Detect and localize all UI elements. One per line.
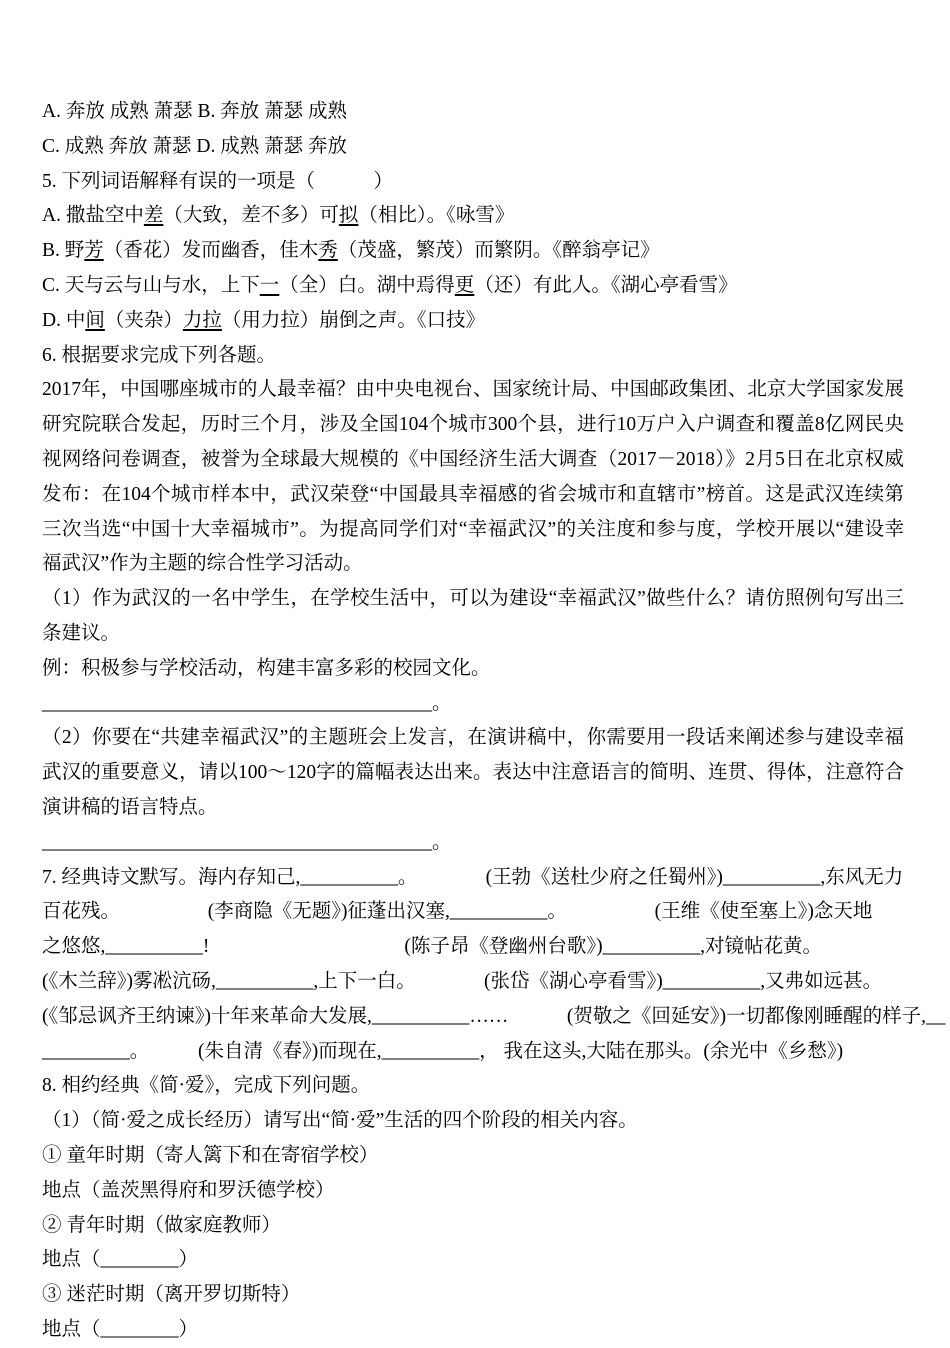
q7-dictation-line-1 [42, 861, 904, 896]
underlined-term: 间 [85, 309, 105, 331]
underlined-term: 差 [143, 205, 164, 227]
text-run: ① 童年时期（寄人篱下和在寄宿学校） [42, 1144, 379, 1166]
text-run: 之悠悠,__________! (陈子昂《登幽州台歌》)__________,对镜帖花黄。 [42, 936, 822, 958]
text-run: （1）作为武汉的一名中学生，在学校生活中，可以为建设“幸福武汉”做些什么？请仿照例句写出三条建议。 [42, 588, 904, 644]
text-run: A. 撒盐空中 [42, 205, 144, 227]
text-run: 6. 根据要求完成下列各题。 [42, 344, 277, 366]
text-run: 地点（________） [42, 1318, 199, 1340]
q8-stage-2 [42, 1209, 904, 1244]
q8-stage-2-place-blank [42, 1243, 904, 1278]
text-run: （大致，差不多）可 [163, 205, 339, 227]
question-6-stem [42, 339, 904, 374]
text-run: （茂盛，繁茂）而繁阴。《醉翁亭记》 [337, 240, 660, 262]
q5-option-d [42, 304, 904, 339]
q8-stage-3 [42, 1278, 904, 1313]
text-run: （还）有此人。《湖心亭看雪》 [474, 274, 738, 296]
text-run: (《木兰辞》)雾凇沆砀,__________,上下一白。 (张岱《湖心亭看雪》)__________,又弗如远甚。 [42, 970, 883, 992]
text-run: （相比）。《咏雪》 [358, 205, 515, 227]
text-run: ③ 迷茫时期（离开罗切斯特） [42, 1284, 301, 1306]
text-run: 例：积极参与学校活动，构建丰富多彩的校园文化。 [42, 657, 491, 679]
q8-stage-3-place-blank [42, 1313, 904, 1348]
text-run: C. 成熟 奔放 萧瑟 D. 成熟 萧瑟 奔放 [42, 135, 347, 157]
q5-option-b [42, 234, 904, 269]
q7-dictation-line-4 [42, 965, 904, 1000]
underlined-term: 更 [454, 274, 475, 296]
underlined-term: 拟 [338, 205, 359, 227]
q7-dictation-line-2 [42, 895, 904, 930]
q6-subquestion-2 [42, 721, 904, 825]
text-run: 百花残。 (李商隐《无题》)征蓬出汉塞,__________。 (王维《使至塞上》)念天地 [42, 901, 873, 923]
q4-options-row-ab [42, 95, 904, 130]
q8-stage-1 [42, 1139, 904, 1174]
text-run: A. 奔放 成熟 萧瑟 B. 奔放 萧瑟 成熟 [42, 101, 347, 122]
text-run: 2017年，中国哪座城市的人最幸福？由中央电视台、国家统计局、中国邮政集团、北京大学国家发展研究院联合发起，历时三个月，涉及全国104个城市300个县，进行10万户入户调查和覆盖8亿网民央视网络问卷调查，被誉为全球最大规模的《中国经济生活大调查（2017－2018）》2月5日在北京权威发布：在104个城市样本中，武汉荣登“中国最具幸福感的省会城市和直辖市”榜首。这是武汉连续第三次当选“中国十大幸福城市”。为提高同学们对“幸福武汉”的关注度和参与度，学校开展以“建设幸福武汉”作为主题的综合性学习活动。 [42, 379, 904, 575]
text-run: （香花）发而幽香，佳木 [103, 240, 319, 262]
text-run: B. 野 [42, 240, 85, 262]
text-run: （2）你要在“共建幸福武汉”的主题班会上发言，在演讲稿中，你需要用一段话来阐述参与建设幸福武汉的重要意义，请以100～120字的篇幅表达出来。表达中注意语言的简明、连贯、得体，注意符合演讲稿的语言特点。 [42, 727, 904, 818]
text-run: 8. 相约经典《简·爱》，完成下列问题。 [42, 1075, 371, 1097]
text-run: 5. 下列词语解释有误的一项是（ ） [42, 170, 394, 192]
text-run: （全）白。湖中焉得 [279, 274, 455, 296]
q7-dictation-line-6 [42, 1035, 904, 1070]
q6-subquestion-1 [42, 582, 904, 652]
underlined-term: 一 [259, 274, 280, 296]
question-5-stem [42, 165, 904, 200]
q4-options-row-cd [42, 130, 904, 165]
question-8-stem [42, 1069, 904, 1104]
text-run: C. 天与云与山与水，上下 [42, 274, 260, 296]
text-run: D. 中 [42, 309, 86, 331]
text-run: (《邹忌讽齐王纳谏》)十年来革命大发展,__________…… (贺敬之《回延安》)一切都像刚睡醒的样子,__ [42, 1005, 946, 1027]
text-run: （夹杂） [104, 309, 183, 331]
text-run: ② 青年时期（做家庭教师） [42, 1214, 281, 1236]
text-run: （用力拉）崩倒之声。《口技》 [221, 309, 486, 331]
q6-answer-blank-1 [42, 687, 904, 722]
text-run: （1）（简·爱之成长经历）请写出“简·爱”生活的四个阶段的相关内容。 [42, 1110, 638, 1132]
q8-subquestion-1 [42, 1104, 904, 1139]
q6-example [42, 652, 904, 687]
text-run: 7. 经典诗文默写。海内存知己,__________。 (王勃《送杜少府之任蜀州》)__________,东风无力 [42, 866, 904, 888]
q8-stage-1-place [42, 1174, 904, 1209]
text-run: 地点（________） [42, 1249, 199, 1271]
text-run: 地点（盖茨黑得府和罗沃德学校） [42, 1179, 335, 1201]
q5-option-a [42, 199, 904, 234]
q6-answer-blank-2 [42, 826, 904, 861]
underlined-term: 秀 [318, 240, 338, 262]
underlined-term: 芳 [84, 240, 104, 262]
text-run: ________________________________________。 [42, 831, 452, 853]
q6-passage [42, 373, 904, 582]
text-run: ________________________________________。 [42, 692, 452, 714]
q7-dictation-line-5 [42, 1000, 946, 1035]
text-run: _________。 (朱自清《春》)而现在,__________， 我在这头,大陆在那头。(余光中《乡愁》) [42, 1040, 844, 1062]
q7-dictation-line-3 [42, 930, 904, 965]
underlined-term: 力拉 [182, 309, 222, 331]
q5-option-c [42, 269, 904, 304]
